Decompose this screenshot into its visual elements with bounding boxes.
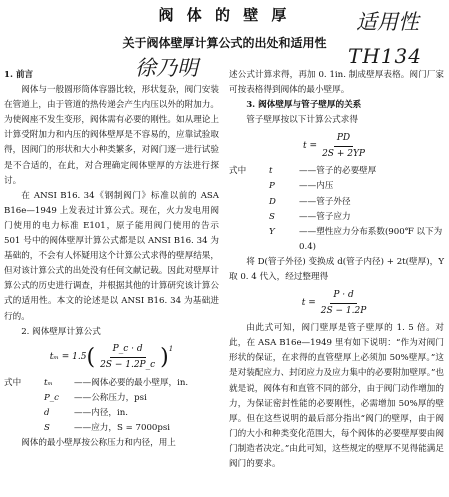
definition-row — [4, 406, 219, 421]
definition-symbol: P_c — [44, 392, 59, 403]
handwritten-code: TH134 — [348, 44, 422, 68]
definition-row — [4, 421, 219, 436]
paragraph: 由此式可知，阀门壁厚是管子壁厚的 1. 5 倍。对此，在 ASA B16e—1949 里有如下说明：“作为对阀门形状的保证，在求得的直管壁厚上必须加 50%壁厚。”这是对装配应力、封闭应力及应力集中的必要附加壁厚。”也就是说，阀体有和直管不同的部分，由于阀门动作增加的力，为保证密封性能的必要刚性，必需增加 50%厚的壁厚。但在这些说明的最后部分指出“阀门的壁厚，由于阀门的大小和种类变化范围大，每个阀体的必要壁厚要由阀门制造者决定。”由此可知，这些规定的壁厚不见得能满足阀门的要求。 — [229, 323, 444, 469]
formula-exponent: 1 — [168, 344, 174, 353]
definition-symbol: S — [269, 211, 275, 222]
paragraph: 管子壁厚按以下计算公式求得 — [246, 115, 358, 126]
definition-text: ——应力，S = 7000psi — [74, 422, 171, 433]
definition-text: ——内压 — [299, 181, 334, 192]
definition-symbol: t — [269, 166, 273, 177]
definition-text: ——管子应力 — [299, 211, 351, 222]
definition-text: ——内径，in. — [74, 407, 128, 418]
section-heading: 1. 前言 — [4, 70, 34, 80]
handwritten-note: 适用性 — [356, 10, 419, 34]
definition-row — [4, 391, 219, 406]
formula-numerator: P_c · d — [110, 342, 146, 358]
section-heading: 3. 阀体壁厚与管子壁厚的关系 — [246, 100, 362, 111]
definition-key — [4, 391, 44, 406]
definition-key — [229, 179, 269, 194]
definition-row — [229, 195, 444, 210]
formula-fraction — [97, 342, 158, 373]
formula-lhs: tₘ = 1.5 — [49, 352, 87, 363]
definition-key: 式中 — [229, 166, 247, 177]
paragraph: 在 ANSI B16. 34《钢制阀门》标准以前的 ASA B16e—1949 上发表过计算公式。现在，火力发电用阀门使用的电力标准 E101，原子能用阀门使用的告示 501 号中的阀体壁厚计算公式都是以 ANSI B16. 34 为基础的，不会有人怀疑用这个计算公式求得的壁厚结果，但对该计算公式的出处没有任何文献记载。因此对壁厚计算公式的历史进行调查，并根据其他的计算研究该计算公式的适用性。本文的论述是以 ANSI B16. 34 为基础进行的。 — [4, 190, 219, 322]
definition-text: ——管子的必要壁厚 — [299, 166, 377, 177]
definition-key: 式中 — [4, 377, 22, 388]
formula-numerator: P · d — [330, 288, 356, 304]
definition-key — [4, 421, 44, 436]
definition-row — [4, 376, 219, 391]
definition-key — [229, 210, 269, 225]
formula-paren: ) — [160, 344, 169, 370]
paragraph: 阀体与一般圆形筒体容器比较，形状复杂，阀门安装在管道上，由于管道的热传递会产生内压以外的附加力。为使阀座不发生变形，阀体需有必要的刚性。如从理论上计算受附加力和内压的阀体壁厚是不容易的，应靠试验取得，因阀门的形状和大小种类繁多，对阀门逐一进行试验是不合适的，在此，对合理确定阀体壁厚的方法进行探讨。 — [4, 85, 219, 186]
formula-definitions — [4, 376, 219, 436]
left-column — [4, 68, 219, 451]
definition-symbol: Y — [269, 226, 275, 237]
formula-denominator: 2S − 1.2P_c — [100, 360, 156, 371]
section-heading: 2. 阀体壁厚计算公式 — [21, 326, 101, 337]
formula-fraction — [319, 131, 368, 162]
formula-pipe-thickness — [229, 128, 444, 164]
definition-symbol: tₘ — [44, 377, 53, 388]
formula-denominator: 2S − 1.2P — [320, 305, 367, 316]
definition-text: ——管子外径 — [299, 196, 351, 207]
definition-symbol: D — [269, 196, 276, 207]
definition-text: ——塑性应力分布系数(900℉ 以下为 0.4) — [299, 226, 443, 252]
paragraph: 将 D(管子外径) 变换成 d(管子内径) + 2t(壁厚)，Y 取 0. 4 代入，经过整理得 — [229, 256, 444, 283]
definition-row — [229, 225, 444, 255]
definition-text: ——公称压力，psi — [74, 392, 147, 403]
page-title: 阀 体 的 壁 厚 — [158, 6, 291, 24]
formula-paren: ( — [86, 344, 96, 370]
formula-lhs: t = — [303, 140, 318, 151]
definition-row — [229, 210, 444, 225]
formula-definitions — [229, 164, 444, 255]
definition-key — [4, 406, 44, 421]
formula-lhs: t = — [301, 297, 316, 308]
paragraph: 述公式计算求得，再加 0. 1in. 制成壁厚表格。阀门厂家可按表格得到阀体的最小壁厚。 — [229, 70, 444, 96]
formula-denominator: 2S + 2YP — [322, 148, 365, 159]
formula-fraction — [318, 288, 370, 319]
formula-pipe-thickness-reduced — [229, 285, 444, 321]
definition-symbol: S — [44, 422, 50, 433]
paragraph: 阀体的最小壁厚按公称压力和内径，用上 — [21, 438, 176, 449]
definition-row — [229, 164, 444, 179]
handwritten-author: 徐乃明 — [135, 56, 198, 80]
definition-symbol: P — [269, 181, 275, 192]
formula-numerator: PD — [334, 131, 353, 147]
definition-key — [229, 225, 269, 255]
definition-symbol: d — [44, 407, 50, 418]
subtitle: 关于阀体壁厚计算公式的出处和适用性 — [122, 36, 327, 50]
formula-valve-thickness — [4, 340, 219, 376]
definition-text: ——阀体必要的最小壁厚，in. — [74, 377, 189, 388]
definition-row — [229, 179, 444, 194]
definition-key — [229, 195, 269, 210]
right-column — [229, 68, 444, 472]
